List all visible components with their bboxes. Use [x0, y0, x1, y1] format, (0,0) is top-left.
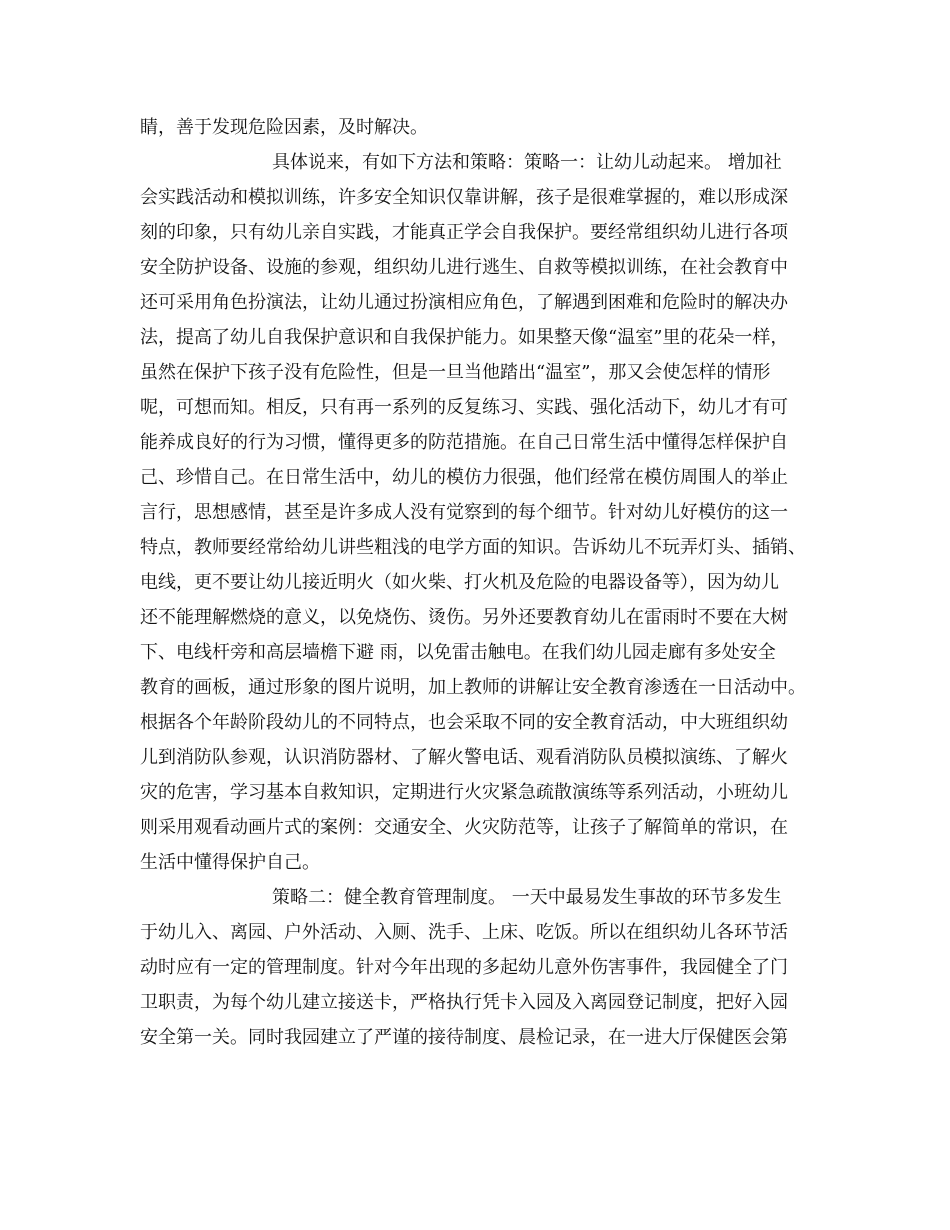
text-line: 法，提高了幼儿自我保护意识和自我保护能力。如果整天像“温室”里的花朵一样，: [140, 327, 789, 348]
paragraph-2-start: 策略二：健全教育管理制度。 一天中最易发生事故的环节多发生: [272, 887, 782, 908]
text-line: 会实践活动和模拟训练，许多安全知识仅靠讲解，孩子是很难掌握的，难以形成深: [140, 187, 788, 208]
text-line: 教育的画板，通过形象的图片说明，加上教师的讲解让安全教育渗透在一日活动中。: [140, 677, 806, 698]
text-line: 还不能理解燃烧的意义，以免烧伤、烫伤。另外还要教育幼儿在雷雨时不要在大树: [140, 607, 788, 628]
text-line: 生活中懂得保护自己。: [140, 852, 320, 873]
text-line: 下、电线杆旁和高层墙檐下避 雨，以免雷击触电。在我们幼儿园走廊有多处安全: [140, 642, 776, 663]
text-line: 卫职责，为每个幼儿建立接送卡，严格执行凭卡入园及入离园登记制度，把好入园: [140, 992, 788, 1013]
text-line: 睛，善于发现危险因素，及时解决。: [140, 117, 428, 138]
text-line: 虽然在保护下孩子没有危险性，但是一旦当他踏出“温室”，那又会使怎样的情形: [140, 362, 771, 383]
text-line: 根据各个年龄阶段幼儿的不同特点，也会采取不同的安全教育活动，中大班组织幼: [140, 712, 788, 733]
text-line: 于幼儿入、离园、户外活动、入厕、洗手、上床、吃饭。所以在组织幼儿各环节活: [140, 922, 788, 943]
text-line: 还可采用角色扮演法，让幼儿通过扮演相应角色，了解遇到困难和危险时的解决办: [140, 292, 788, 313]
text-line: 电线，更不要让幼儿接近明火（如火柴、打火机及危险的电器设备等），因为幼儿: [140, 572, 779, 593]
text-line: 灾的危害，学习基本自救知识，定期进行火灾紧急疏散演练等系列活动，小班幼儿: [140, 782, 788, 803]
text-line: 己、珍惜自己。在日常生活中，幼儿的模仿力很强，他们经常在模仿周围人的举止: [140, 467, 788, 488]
text-line: 能养成良好的行为习惯，懂得更多的防范措施。在自己日常生活中懂得怎样保护自: [140, 432, 788, 453]
paragraph-1-start: 具体说来，有如下方法和策略：策略一：让幼儿动起来。 增加社: [272, 152, 782, 173]
text-line: 安全第一关。同时我园建立了严谨的接待制度、晨检记录，在一进大厅保健医会第: [140, 1027, 788, 1048]
text-line: 动时应有一定的管理制度。针对今年出现的多起幼儿意外伤害事件，我园健全了门: [140, 957, 788, 978]
text-line: 刻的印象，只有幼儿亲自实践，才能真正学会自我保护。要经常组织幼儿进行各项: [140, 222, 788, 243]
text-line: 则采用观看动画片式的案例：交通安全、火灾防范等，让孩子了解简单的常识，在: [140, 817, 788, 838]
text-line: 特点，教师要经常给幼儿讲些粗浅的电学方面的知识。告诉幼儿不玩弄灯头、插销、: [140, 537, 806, 558]
text-line: 言行，思想感情，甚至是许多成人没有觉察到的每个细节。针对幼儿好模仿的这一: [140, 502, 788, 523]
text-line: 安全防护设备、设施的参观，组织幼儿进行逃生、自救等模拟训练，在社会教育中: [140, 257, 788, 278]
text-line: 儿到消防队参观，认识消防器材、了解火警电话、观看消防队员模拟演练、了解火: [140, 747, 788, 768]
text-line: 呢，可想而知。相反，只有再一系列的反复练习、实践、强化活动下，幼儿才有可: [140, 397, 788, 418]
